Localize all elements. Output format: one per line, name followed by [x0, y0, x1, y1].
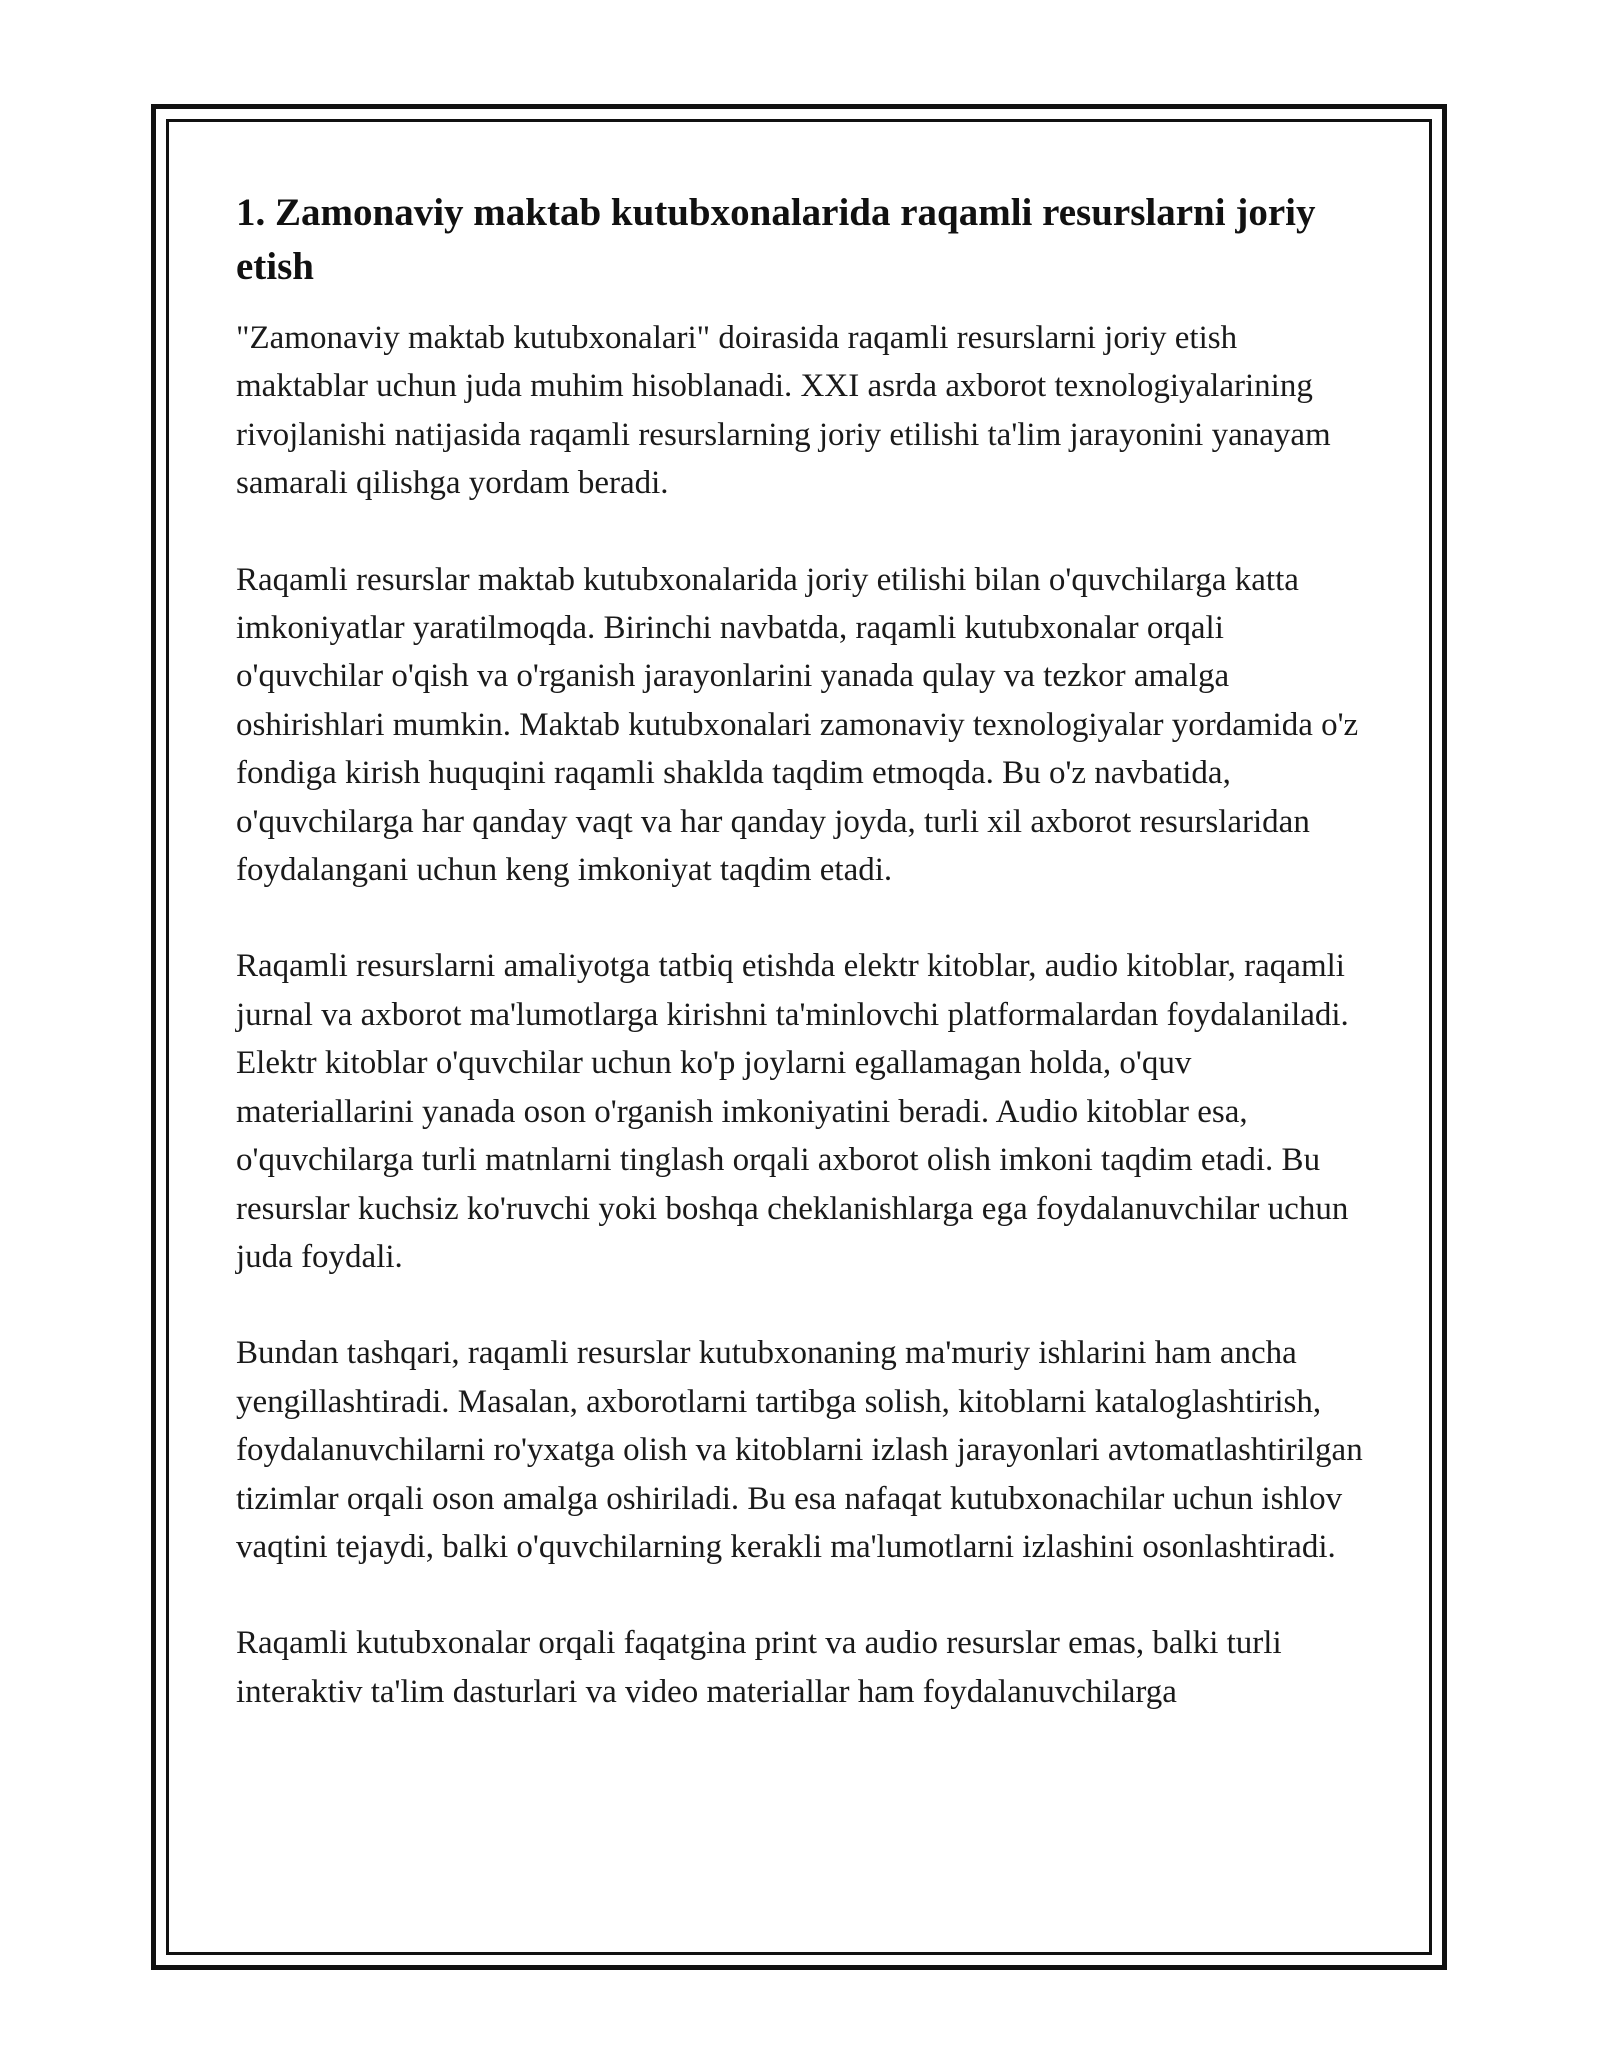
paragraph-4: Bundan tashqari, raqamli resurslar kutubxonaning ma'muriy ishlarini ham ancha yengillashtiradi. Masalan, axborotlarni tartibga solish, kitoblarni kataloglashtirish, foydalanuvchilarni ro'yxatga olish va kitoblarni izlash jarayonlari avtomatlashtirilgan tizimlar orqali oson amalga oshiriladi. Bu esa nafaqat kutubxonachilar uchun ishlov vaqtini tejaydi, balki o'quvchilarning kerakli ma'lumotlarni izlashini osonlashtiradi. — [236, 1335, 1363, 1565]
paragraph-5: Raqamli kutubxonalar orqali faqatgina print va audio resurslar emas, balki turli interaktiv ta'lim dasturlari va video materiallar ham foydalanuvchilarga — [236, 1625, 1282, 1710]
document-body — [236, 186, 1371, 1764]
section-heading: 1. Zamonaviy maktab kutubxonalarida raqamli resurslarni joriy etish — [236, 191, 1316, 288]
paragraph-3: Raqamli resurslarni amaliyotga tatbiq etishda elektr kitoblar, audio kitoblar, raqamli jurnal va axborot ma'lumotlarga kirishni ta'minlovchi platformalardan foydalaniladi. Elektr kitoblar o'quvchilar uchun ko'p joylarni egallamagan holda, o'quv materiallarini yanada oson o'rganish imkoniyatini beradi. Audio kitoblar esa, o'quvchilarga turli matnlarni tinglash orqali axborot olish imkoni taqdim etadi. Bu resurslar kuchsiz ko'ruvchi yoki boshqa cheklanishlarga ega foydalanuvchilar uchun juda foydali. — [236, 948, 1349, 1275]
paragraph-1: "Zamonaviy maktab kutubxonalari" doirasida raqamli resurslarni joriy etish maktablar uchun juda muhim hisoblanadi. XXI asrda axborot texnologiyalarining rivojlanishi natijasida raqamli resurslarning joriy etilishi ta'lim jarayonini yanayam samarali qilishga yordam beradi. — [236, 320, 1331, 502]
paragraph-2: Raqamli resurslar maktab kutubxonalarida joriy etilishi bilan o'quvchilarga katta imkoniyatlar yaratilmoqda. Birinchi navbatda, raqamli kutubxonalar orqali o'quvchilar o'qish va o'rganish jarayonlarini yanada qulay va tezkor amalga oshirishlari mumkin. Maktab kutubxonalari zamonaviy texnologiyalar yordamida o'z fondiga kirish huquqini raqamli shaklda taqdim etmoqda. Bu o'z navbatida, o'quvchilarga har qanday vaqt va har qanday joyda, turli xil axborot resurslaridan foydalangani uchun keng imkoniyat taqdim etadi. — [236, 561, 1359, 889]
